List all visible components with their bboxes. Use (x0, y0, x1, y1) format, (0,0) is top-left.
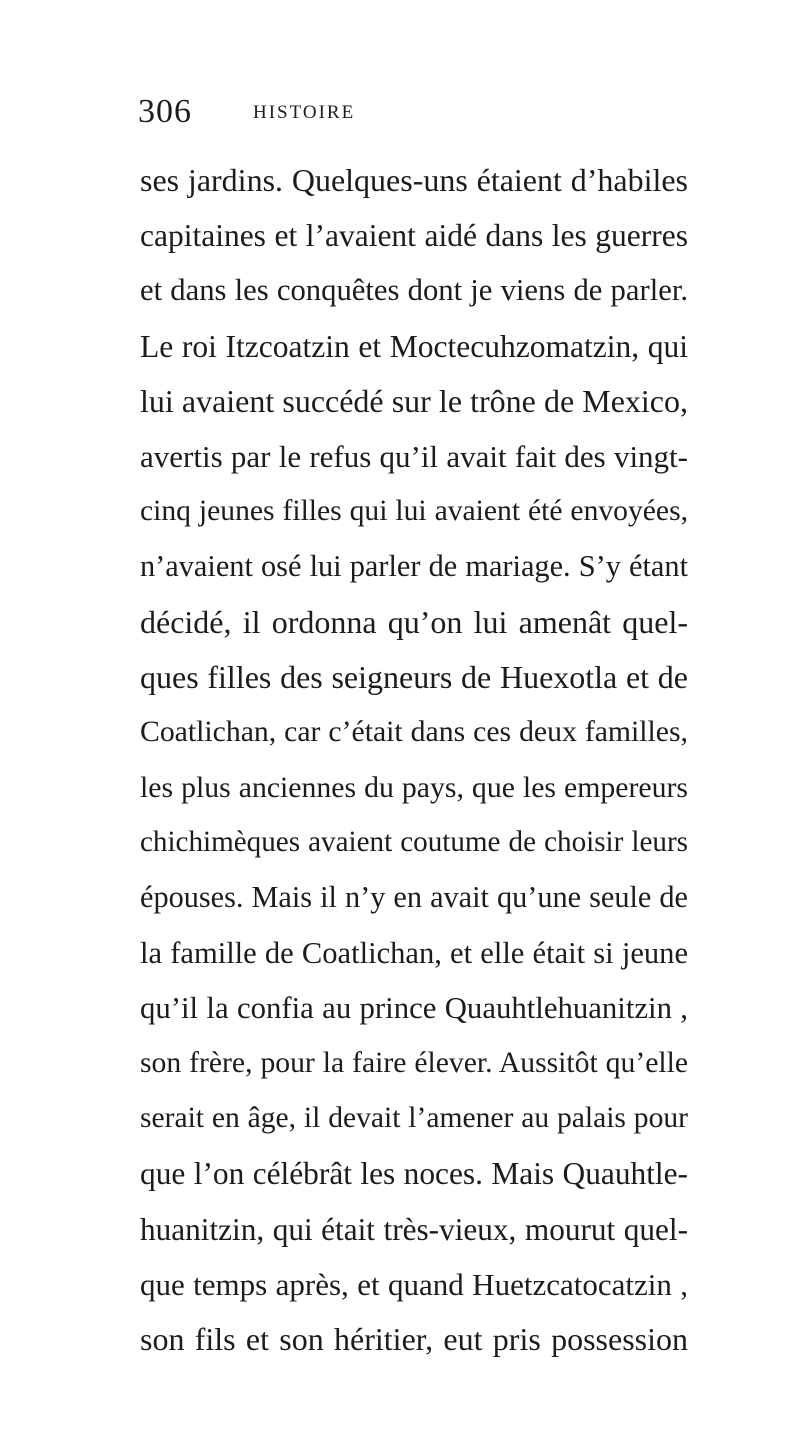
text-line: n’avaient osé lui parler de mariage. S’y étant (140, 549, 688, 584)
text-line: les plus anciennes du pays, que les empereurs (140, 771, 688, 805)
text-line: serait en âge, il devait l’amener au palais pour (140, 1102, 688, 1135)
text-line: cinq jeunes filles qui lui avaient été envoyées, (140, 495, 688, 528)
text-line: que temps après, et quand Huetzcatocatzin , (140, 1266, 688, 1302)
text-line: que l’on célébrât les noces. Mais Quauhtle- (140, 1156, 688, 1192)
text-line: avertis par le refus qu’il avait fait des vingt- (140, 438, 688, 474)
text-line: décidé, il ordonna qu’on lui amenât quel- (140, 603, 688, 640)
page-number: 306 (138, 93, 192, 130)
text-line: Le roi Itzcoatzin et Moctecuhzomatzin, qui (140, 328, 688, 364)
text-line: capitaines et l’avaient aidé dans les guerres (140, 218, 688, 254)
text-line: chichimèques avaient coutume de choisir leurs (140, 826, 688, 859)
text-line: lui avaient succédé sur le trône de Mexico, (140, 382, 688, 419)
body-text (140, 153, 688, 1367)
text-line: la famille de Coatlichan, et elle était si jeune (140, 935, 688, 970)
text-line: huanitzin, qui était très-vieux, mourut quel- (140, 1211, 688, 1247)
text-line: qu’il la confia au prince Quauhtlehuanitzin , (140, 990, 688, 1025)
text-line: ques filles des seigneurs de Huexotla et de (140, 658, 688, 695)
text-line: son fils et son héritier, eut pris possession (140, 1320, 688, 1357)
text-line: son frère, pour la faire élever. Aussitôt qu’elle (140, 1047, 688, 1079)
page-header (138, 92, 698, 132)
text-line: ses jardins. Quelques-uns étaient d’habiles (140, 162, 688, 198)
text-line: épouses. Mais il n’y en avait qu’une seule de (140, 880, 688, 915)
text-line: Coatlichan, car c’était dans ces deux familles, (140, 715, 688, 748)
running-title: HISTOIRE (253, 102, 356, 123)
text-line: et dans les conquêtes dont je viens de parler. (140, 273, 688, 308)
